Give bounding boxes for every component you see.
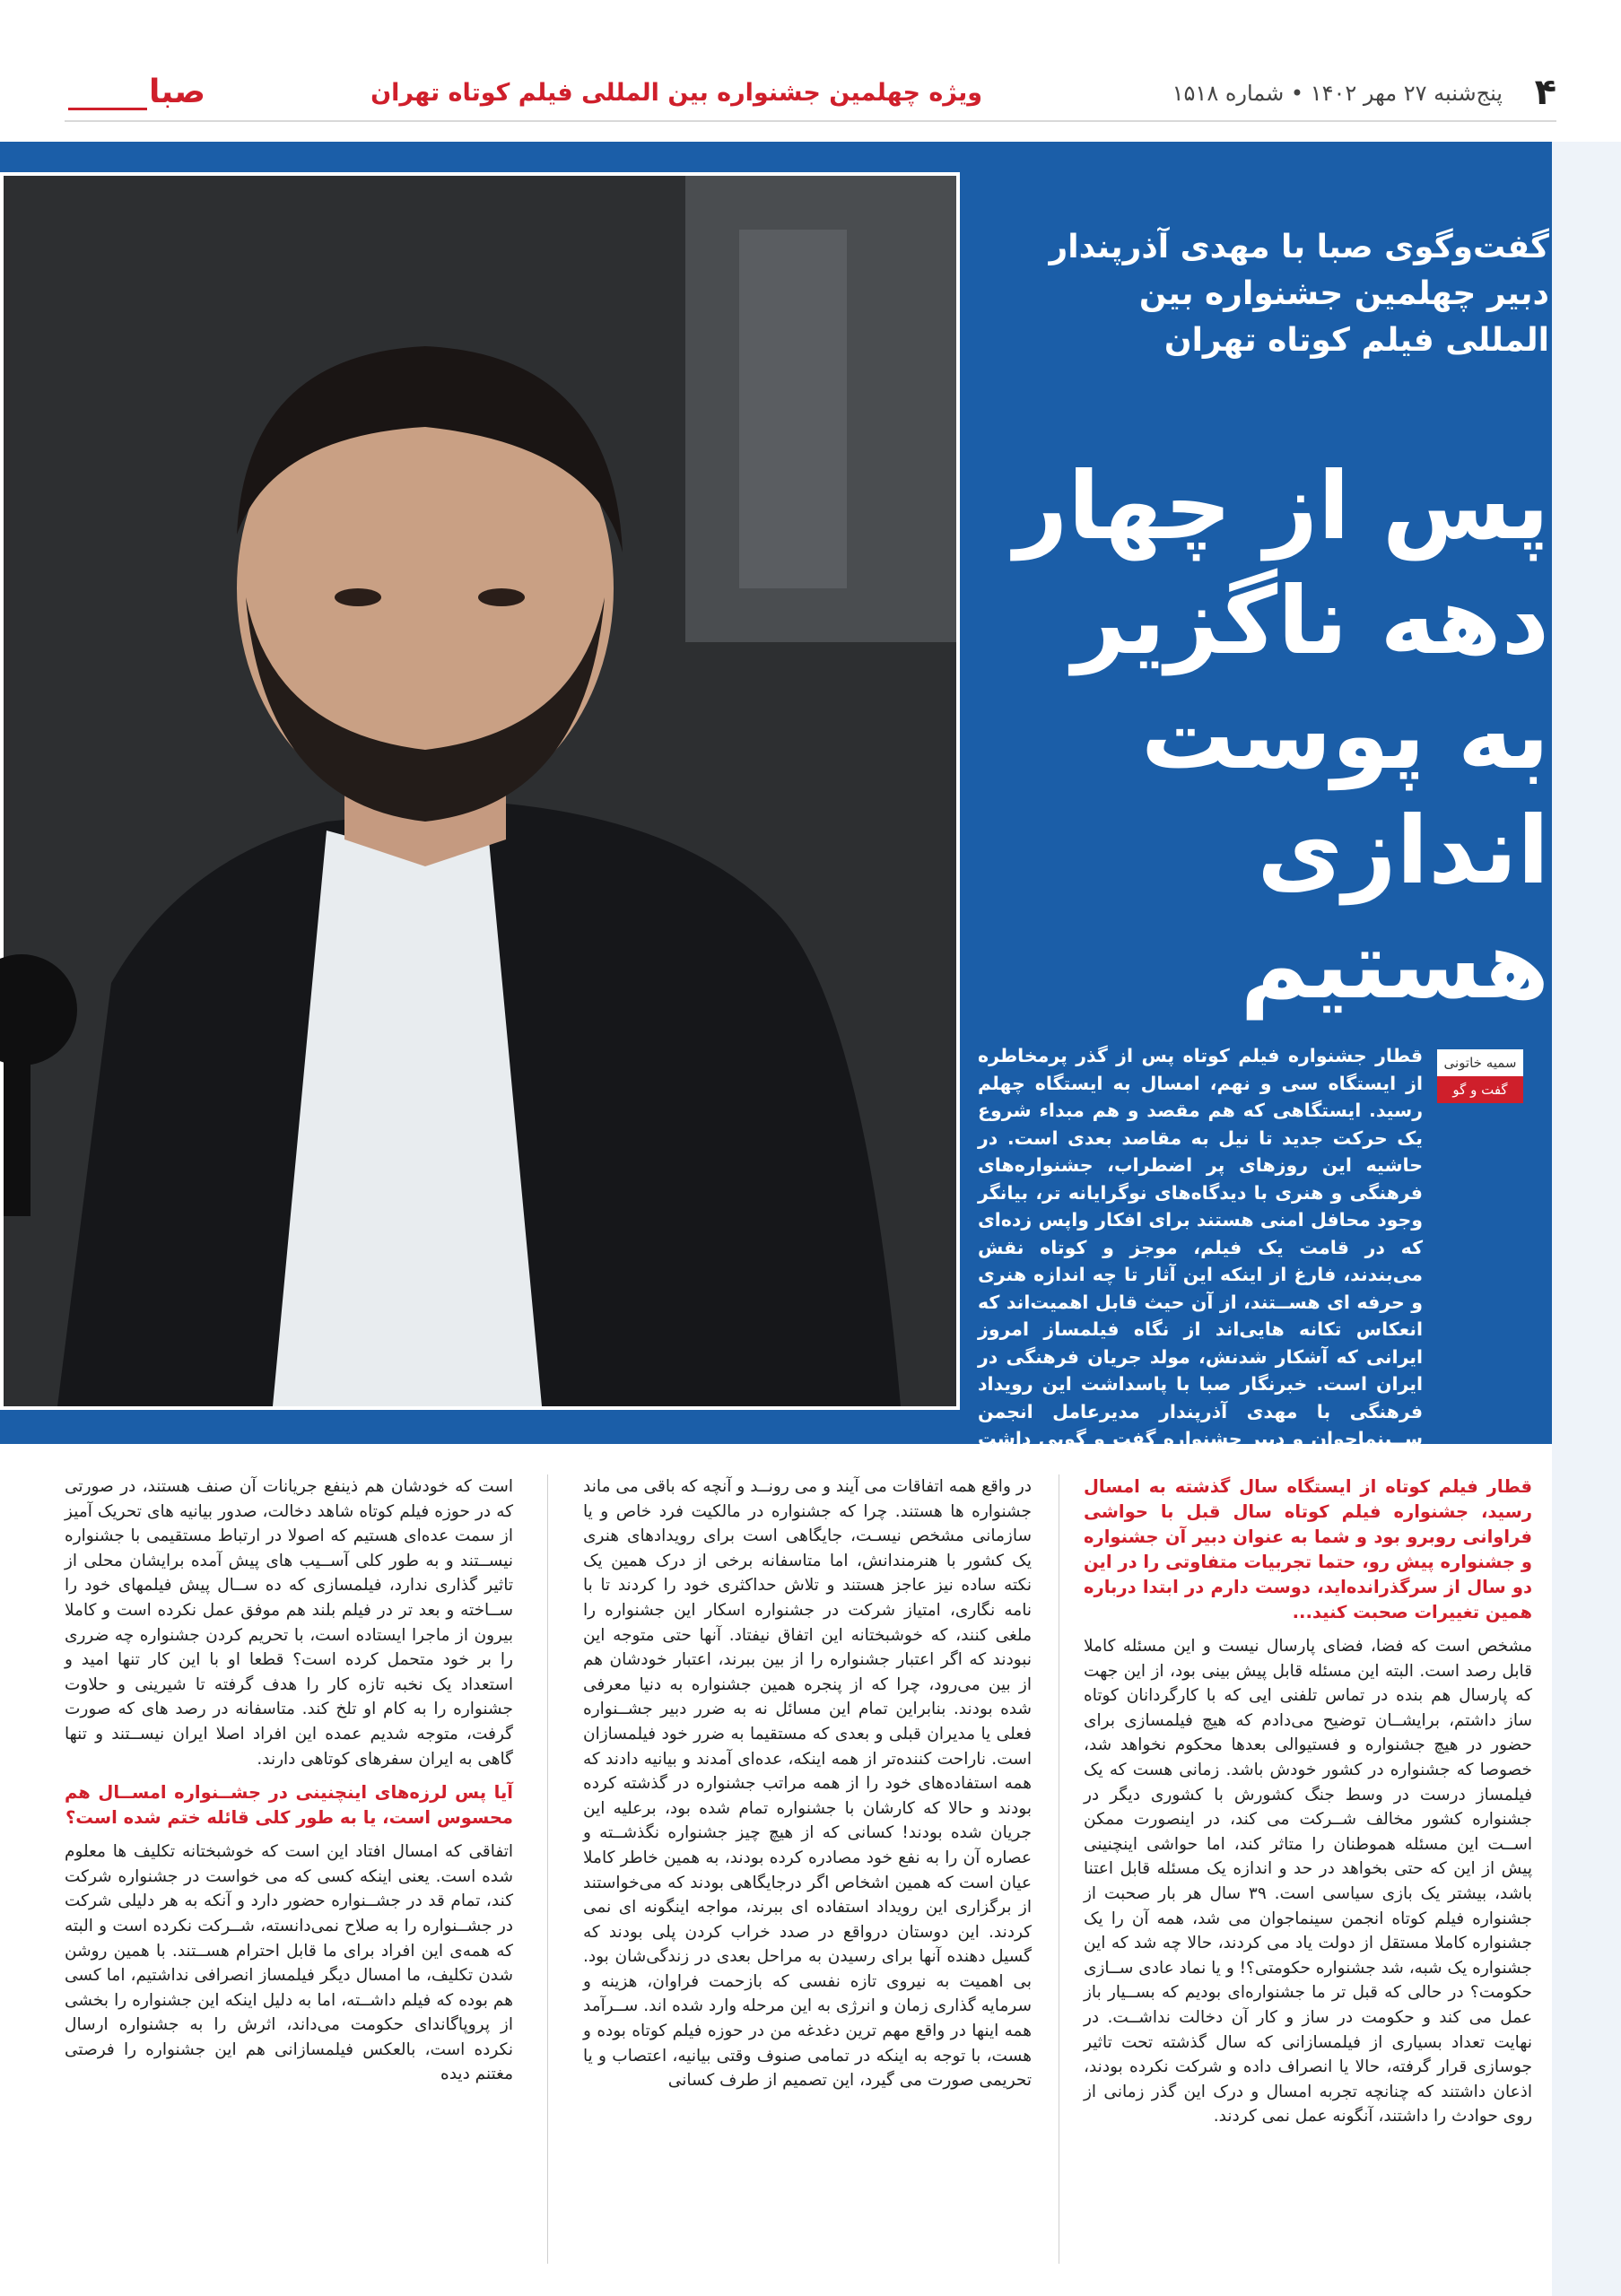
interview-answer-1: مشخص است که فضا، فضای پارسال نیست و این مسئله کاملا قابل رصد است. البته این مسئله قابل پیش بینی بود، از این جهت که پارسال هم بنده در تماس تلفنی ایی که با کارگردانان کوتاه ساز داشتم، برایشــان توضیح می‌دادم که هیچ فیلمسازی برای حضور در هیچ جشنواره و فستیوالی بعدها محکوم نخواهد شد، خصوصا که جشنواره در کشور خودش باشد. زمانی هست که یک فیلمساز درست در وسط جنگ کشورش با کشوری دیگر در جشنواره کشور مخالف شــرکت می کند، در اینصورت ممکن اســت این مسئله هموطنان را متاثر کند، اما حواشی اینچنینی پیش از این که حتی بخواهد در حد و اندازه یک مسئله قابل اعتنا باشد، بیشتر یک بازی سیاسی است. ۳۹ سال هر بار صحبت از جشنواره فیلم کوتاه انجمن سینماجوان می شد، همه آن را یک جشنواره کاملا مستقل از دولت یاد می کردند، حالا چه شد که این جشنواره یک شبه، شد جشنواره حکومتی؟! و یا نماد عادی ســازی حکومت؟ در حالی که قبل تر ما جشنواره‌ای بودیم که بســیار باز عمل می کند و حکومت در ساز و کار آن دخالت نداشــت. در نهایت تعداد بسیاری از فیلمسازانی که سال گذشته تحت تاثیر جوسازی قرار گرفته، حالا یا انصراف داده و شرکت نکرده بودند، اذعان داشتند که چنانچه تجربه امسال و درک این گذر زمانی از روی حوادث را داشتند، آنگونه عمل نمی کردند. bbox=[1084, 1637, 1533, 2126]
feature-headline: پس از چهار دهه ناگزیر به پوست اندازی هستیم bbox=[1014, 451, 1549, 1020]
author-byline bbox=[1437, 1049, 1523, 1103]
column-divider bbox=[547, 1474, 548, 2264]
article-column-2 bbox=[583, 1474, 1032, 2102]
page-number: ۴ bbox=[1534, 72, 1556, 113]
feature-subtitle: گفت‌وگوی صبا با مهدی آذرپندار دبیر چهلمین جشنواره بین المللی فیلم کوتاه تهران bbox=[1049, 229, 1549, 359]
article-column-1 bbox=[1084, 1474, 1532, 2138]
special-section-title: ویژه چهلمین جشنواره بین المللی فیلم کوتاه تهران bbox=[370, 79, 982, 107]
interviewee-photo bbox=[0, 172, 960, 1410]
column-3-text: است که خودشان هم ذینفع جریانات آن صنف هستند، در صورتی که در حوزه فیلم کوتاه شاهد دخالت، صدور بیانیه های تحریک آمیز از سمت عده‌ای هستیم که اصولا در ارتباط مستقیمی با جشنواره نیســتند و به طور کلی آســیب های پیش آمده برایشان محلی از تاثیر گذاری ندارد، فیلمسازی که ده ســال پیش فیلمهای خود را ســاخته و بعد تر در فیلم بلند هم موفق عمل نکرده است و کاملا بیرون از ماجرا ایستاده است، با تحریم کردن جشنواره چه ضرری را بر خود متحمل کرده است؟ قطعا او با این کار تنها امید و استعداد یک نخبه تازه کار را هدف گرفته تا شیرینی و حلاوت جشنواره را به کام او تلخ کند. متاسفانه در رصد های که صورت گرفت، متوجه شدیم عمده این افراد اصلا ایران نیســتند و تنها گاهی به ایران سفرهای کوتاهی دارند. bbox=[65, 1477, 513, 1769]
article-column-3 bbox=[65, 1474, 513, 2096]
svg-text:صبا: صبا bbox=[149, 74, 205, 110]
author-name: سمیه خاتونی bbox=[1443, 1055, 1517, 1071]
issue-info: پنج‌شنبه ۲۷ مهر ۱۴۰۲ • شماره ۱۵۱۸ bbox=[1172, 81, 1503, 106]
column-2-text: در واقع همه اتفاقات می آیند و می رونــد و آنچه که باقی می ماند جشنواره ها هستند. چرا که جشنواره در مالکیت فرد خاص و یا سازمانی مشخص نیسـت، جایگاهی است برای رویدادهای هنری یک کشور با هنرمندانش، اما متاسفانه برخی از درک همین یک نکته ساده نیز عاجز هستند و تلاش حداکثری خود را کردند تا با نامه نگاری، امتیاز شرکت در جشنواره اسکار این جشنواره را ملغی کنند، که خوشبختانه این اتفاق نیفتاد. آنها حتی متوجه این نبودند که اگر اعتبار جشنواره را از بین ببرند، اعتبار خودشان هم از بین می‌رود، چرا که از پنجره همین جشنواره به دنیا معرفی شده بودند. بنابراین تمام این مسائل نه به ضرر دبیر جشــنواره فعلی یا مدیران قبلی و بعدی که مستقیما به ضرر خود فیلمسازان است. ناراحت کننده‌تر از همه اینکه، عده‌ای آمدند و بیانیه دادند که همه استفاده‌های خود را از همه مراتب جشنواره در گذشته کرده بودند و حالا که کارشان با جشنواره تمام شده بود، برعلیه این جریان شده بودند! کسانی که از هیچ چیز جشنواره نگذشــته و عصاره آن را به نفع خود مصادره کرده بودند، به همین خاطر کاملا عیان است که همین اشخاص اگر درجایگاهی بودند که می‌خواستند از برگزاری این رویداد استفاده ای ببرند، مواجه اینگونه ای نمی کردند. این دوستان درواقع در صدد خراب کردن پلی بودند که گسیل دهنده آنها برای رسیدن به مراحل بعدی در زندگی‌شان بود. بی اهمیت به نیروی تازه نفسی که بازحمت فراوان، هزینه و سرمایه گذاری زمان و انرژی به این مرحله وارد شده اند. ســرآمد همه اینها در واقع مهم ترین دغدغه من در حوزه فیلم کوتاه بوده و هست، با توجه به اینکه در تمامی صنوف وقتی بیانیه، اعتصاب و یا تحریمی صورت می گیرد، این تصمیم از طرف کسانی bbox=[583, 1477, 1032, 2091]
saba-logo bbox=[65, 70, 205, 115]
interview-question-1: قطار فیلم کوتاه از ایستگاه سال گذشته به امسال رسید، جشنواره فیلم کوتاه سال قبل با حواشی فراوانی روبرو بود و شما به عنوان دبیر آن جشنواره و جشنواره پیش رو، حتما تجربیات متفاوتی را در این دو سال از سرگذرانده‌اید، دوست دارم در ابتدا درباره همین تغییرات صحبت کنید... bbox=[1084, 1476, 1532, 1622]
lead-paragraph: قطار جشنواره فیلم کوتاه پس از گذر پرمخاطره از ایستگاه سی و نهم، امسال به ایستگاه چهلم رسید. ایستگاهی که هم مقصد و هم مبداء شروع یک حرکت جدید تا نیل به مقاصد بعدی است. در حاشیه این روزهای پر اضطراب، جشنواره‌های فرهنگی و هنری با دیدگاه‌های نوگرایانه تر، بیانگر وجود محافل امنی هستند برای افکار واپس زده‌ای که در قامت یک فیلم، موجز و کوتاه نقش می‌بندند، فارغ از اینکه این آثار تا چه اندازه هنری و حرفه ای هســتند، از آن حیث قابل اهمیت‌اند که انعکاس تکانه هایی‌اند از نگاه فیلمساز امروز ایرانی که آشکار شدنش، مولد جریان فرهنگی در ایران است. خبرنگار صبا با پاسداشت این رویداد فرهنگی با مهدی آذرپندار مدیرعامل انجمن ســینماجوان و دبیر جشنواره گفت و گویی داشت که در ادامه می خوانید. bbox=[978, 1045, 1423, 1477]
page-header bbox=[65, 68, 1556, 122]
interview-answer-2: اتفاقی که امسال افتاد این است که خوشبختانه تکلیف ها معلوم شده است. یعنی اینکه کسی که می خواست در جشنواره شرکت کند، تمام قد در جشــنواره حضور دارد و آنکه به هر دلیلی شرکت در جشــنواره را به صلاح نمی‌دانسته، شــرکت نکرده است و البته که همه‌ی این افراد برای ما قابل احترام هســتند. با همین روشن شدن تکلیف، ما امسال دیگر فیلمساز انصرافی نداشتیم، اما کسی هم بوده که فیلم داشــته، اما به دلیل اینکه این جشنواره را بخشی از پروپاگاندای حکومت می‌داند، اثرش را به جشنواره ارسال نکرده است، بالعکس فیلمسازانی هم این جشنواره را فرصتی مغتنم دیده bbox=[65, 1842, 513, 2084]
article-category: گفت و گو bbox=[1437, 1076, 1523, 1103]
side-margin-strip bbox=[1552, 142, 1621, 2296]
interview-question-2: آیا پس لرزه‌های اینچنینی در جشــنواره امســال هم محسوس است، یا به طور کلی قائله ختم شده است؟ bbox=[65, 1782, 513, 1829]
